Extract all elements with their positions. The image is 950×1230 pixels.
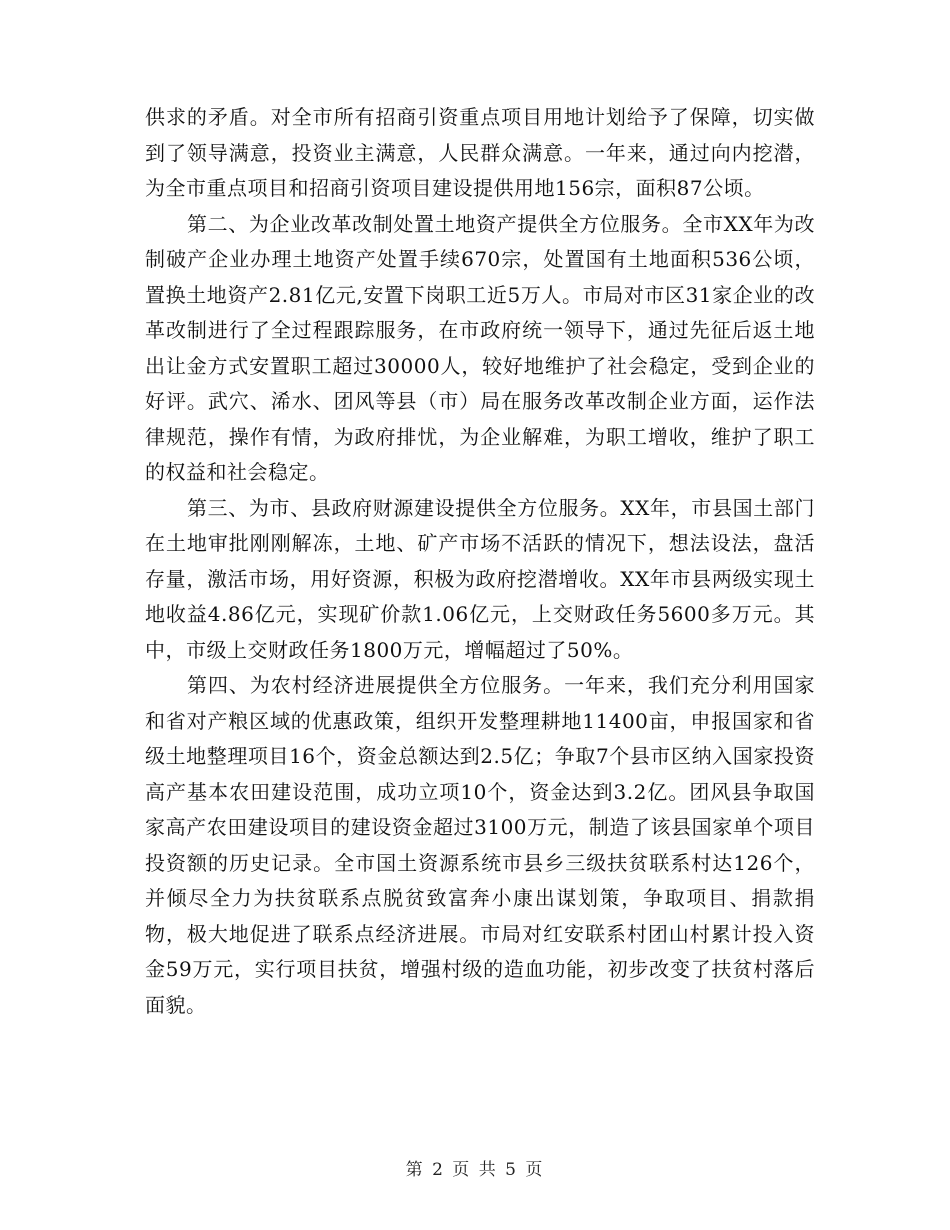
- paragraph-fiscal-revenue: 第三、为市、县政府财源建设提供全方位服务。XX年，市县国土部门在土地审批刚刚解冻，土地、矿产市场不活跃的情况下，想法设法，盘活存量，激活市场，用好资源，积极为政府挖潜增收。XX年市县两级实现土地收益4.86亿元，实现矿价款1.06亿元，上交财政任务5600多万元。其中，市级上交财政任务1800万元，增幅超过了50%。: [145, 495, 815, 662]
- paragraph-rural-economy: 第四、为农村经济进展提供全方位服务。一年来，我们充分利用国家和省对产粮区域的优惠政策，组织开发整理耕地11400亩，申报国家和省级土地整理项目16个，资金总额达到2.5亿；争取7个县市区纳入国家投资高产基本农田建设范围，成功立项10个，资金达到3.2亿。团风县争取国家高产农田建设项目的建设资金超过3100万元，制造了该县国家单个项目投资额的历史记录。全市国土资源系统市县乡三级扶贫联系村达126个，并倾尽全力为扶贫联系点脱贫致富奔小康出谋划策，争取项目、捐款捐物，极大地促进了联系点经济进展。市局对红安联系村团山村累计投入资金59万元，实行项目扶贫，增强村级的造血功能，初步改变了扶贫村落后面貌。: [145, 673, 815, 1017]
- page-number-footer: 第 2 页 共 5 页: [405, 1160, 545, 1180]
- paragraph-enterprise-reform: 第二、为企业改革改制处置土地资产提供全方位服务。全市XX年为改制破产企业办理土地资产处置手续670宗，处置国有土地面积536公顷，置换土地资产2.81亿元,安置下岗职工近5万人。市局对市区31家企业的改革改制进行了全过程跟踪服务，在市政府统一领导下，通过先征后返土地出让金方式安置职工超过30000人，较好地维护了社会稳定，受到企业的好评。武穴、浠水、团风等县（市）局在服务改革改制企业方面，运作法律规范，操作有情，为政府排忧，为企业解难，为职工增收，维护了职工的权益和社会稳定。: [145, 211, 815, 484]
- document-body: [145, 100, 815, 1023]
- paragraph-continued: 供求的矛盾。对全市所有招商引资重点项目用地计划给予了保障，切实做到了领导满意，投资业主满意，人民群众满意。一年来，通过向内挖潜，为全市重点项目和招商引资项目建设提供用地156宗，面积87公顷。: [145, 105, 815, 200]
